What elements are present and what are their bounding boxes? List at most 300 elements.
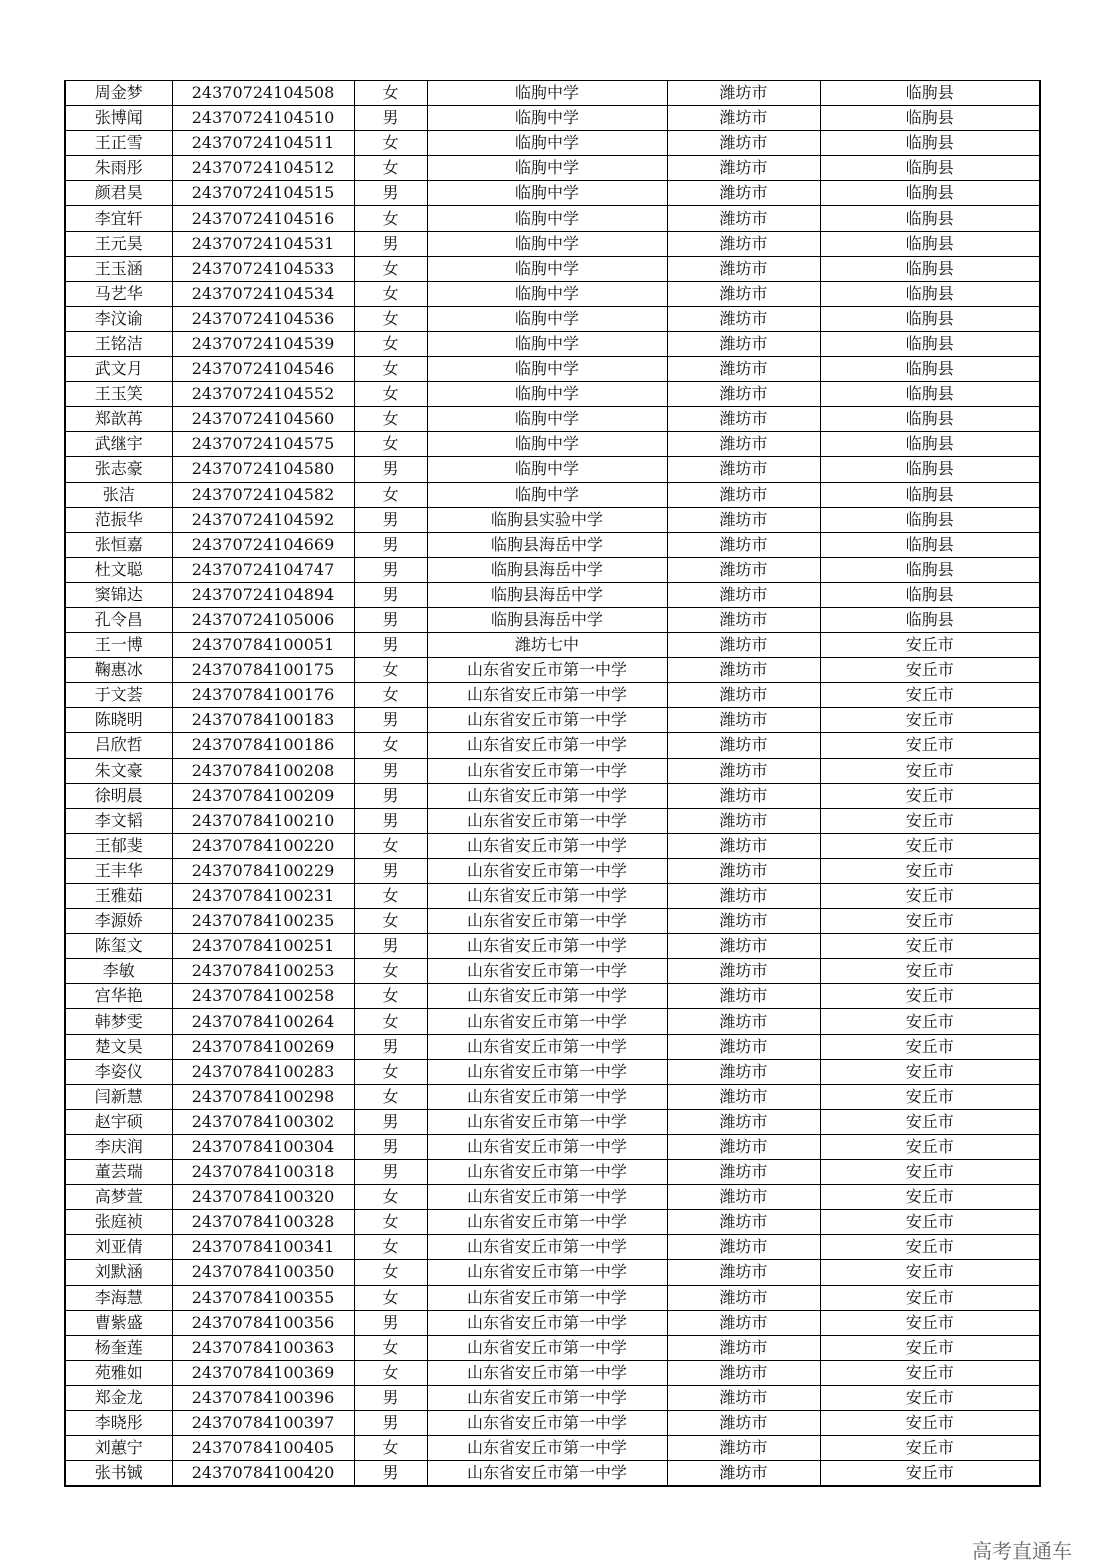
table-row [65,181,1040,206]
county-cell: 安丘市 [820,1461,1040,1487]
table-row [65,934,1040,959]
gender-cell: 女 [354,658,427,683]
gender-cell: 女 [354,1436,427,1461]
name-cell: 张恒嘉 [65,532,172,557]
exam-id-cell: 24370784100253 [172,959,354,984]
school-cell: 山东省安丘市第一中学 [427,1360,667,1385]
table-row [65,407,1040,432]
name-cell: 朱文豪 [65,758,172,783]
gender-cell: 女 [354,357,427,382]
exam-id-cell: 24370784100355 [172,1285,354,1310]
school-cell: 山东省安丘市第一中学 [427,1385,667,1410]
county-cell: 临朐县 [820,281,1040,306]
table-row [65,382,1040,407]
name-cell: 吕欣哲 [65,733,172,758]
school-cell: 山东省安丘市第一中学 [427,1285,667,1310]
table-row [65,156,1040,181]
name-cell: 李敏 [65,959,172,984]
exam-id-cell: 24370784100356 [172,1310,354,1335]
name-cell: 闫新慧 [65,1084,172,1109]
county-cell: 安丘市 [820,658,1040,683]
table-row [65,1160,1040,1185]
city-cell: 潍坊市 [667,281,820,306]
exam-id-cell: 24370784100231 [172,884,354,909]
city-cell: 潍坊市 [667,1436,820,1461]
exam-id-cell: 24370724104669 [172,532,354,557]
name-cell: 陈玺文 [65,934,172,959]
city-cell: 潍坊市 [667,959,820,984]
exam-id-cell: 24370724104531 [172,231,354,256]
school-cell: 山东省安丘市第一中学 [427,1410,667,1435]
county-cell: 临朐县 [820,206,1040,231]
county-cell: 临朐县 [820,507,1040,532]
county-cell: 安丘市 [820,1385,1040,1410]
city-cell: 潍坊市 [667,1410,820,1435]
name-cell: 李庆润 [65,1134,172,1159]
name-cell: 李海慧 [65,1285,172,1310]
county-cell: 临朐县 [820,331,1040,356]
exam-id-cell: 24370784100363 [172,1335,354,1360]
table-row [65,1335,1040,1360]
city-cell: 潍坊市 [667,1260,820,1285]
county-cell: 安丘市 [820,1109,1040,1134]
school-cell: 山东省安丘市第一中学 [427,1335,667,1360]
county-cell: 安丘市 [820,1360,1040,1385]
exam-id-cell: 24370784100264 [172,1009,354,1034]
gender-cell: 女 [354,733,427,758]
exam-id-cell: 24370724104515 [172,181,354,206]
city-cell: 潍坊市 [667,1034,820,1059]
name-cell: 王正雪 [65,131,172,156]
gender-cell: 女 [354,1059,427,1084]
name-cell: 王丰华 [65,858,172,883]
exam-id-cell: 24370784100209 [172,783,354,808]
exam-id-cell: 24370724104575 [172,432,354,457]
gender-cell: 男 [354,1160,427,1185]
exam-id-cell: 24370784100176 [172,683,354,708]
city-cell: 潍坊市 [667,206,820,231]
exam-id-cell: 24370724104546 [172,357,354,382]
gender-cell: 男 [354,181,427,206]
name-cell: 王玉涵 [65,256,172,281]
table-row [65,1385,1040,1410]
county-cell: 临朐县 [820,407,1040,432]
city-cell: 潍坊市 [667,607,820,632]
name-cell: 张洁 [65,482,172,507]
table-row [65,507,1040,532]
table-row [65,1461,1040,1487]
exam-id-cell: 24370784100220 [172,833,354,858]
county-cell: 安丘市 [820,708,1040,733]
county-cell: 临朐县 [820,131,1040,156]
gender-cell: 女 [354,1260,427,1285]
name-cell: 张书铖 [65,1461,172,1487]
county-cell: 安丘市 [820,1285,1040,1310]
name-cell: 董芸瑞 [65,1160,172,1185]
gender-cell: 男 [354,633,427,658]
gender-cell: 女 [354,1009,427,1034]
city-cell: 潍坊市 [667,1285,820,1310]
city-cell: 潍坊市 [667,1059,820,1084]
name-cell: 宫华艳 [65,984,172,1009]
school-cell: 山东省安丘市第一中学 [427,959,667,984]
school-cell: 山东省安丘市第一中学 [427,1260,667,1285]
exam-id-cell: 24370784100283 [172,1059,354,1084]
city-cell: 潍坊市 [667,1461,820,1487]
city-cell: 潍坊市 [667,357,820,382]
school-cell: 临朐县海岳中学 [427,532,667,557]
name-cell: 张博闻 [65,106,172,131]
exam-id-cell: 24370724104747 [172,557,354,582]
city-cell: 潍坊市 [667,658,820,683]
table-row [65,1034,1040,1059]
gender-cell: 女 [354,306,427,331]
school-cell: 山东省安丘市第一中学 [427,1160,667,1185]
name-cell: 刘默涵 [65,1260,172,1285]
exam-id-cell: 24370784100210 [172,808,354,833]
name-cell: 李宜轩 [65,206,172,231]
school-cell: 临朐中学 [427,231,667,256]
city-cell: 潍坊市 [667,557,820,582]
school-cell: 山东省安丘市第一中学 [427,808,667,833]
county-cell: 安丘市 [820,1009,1040,1034]
exam-id-cell: 24370784100396 [172,1385,354,1410]
name-cell: 周金梦 [65,81,172,106]
gender-cell: 女 [354,1235,427,1260]
gender-cell: 女 [354,281,427,306]
table-row [65,1210,1040,1235]
table-row [65,658,1040,683]
table-row [65,984,1040,1009]
name-cell: 王铭洁 [65,331,172,356]
city-cell: 潍坊市 [667,783,820,808]
exam-id-cell: 24370784100235 [172,909,354,934]
school-cell: 临朐中学 [427,306,667,331]
table-row [65,457,1040,482]
city-cell: 潍坊市 [667,1160,820,1185]
city-cell: 潍坊市 [667,432,820,457]
county-cell: 临朐县 [820,557,1040,582]
city-cell: 潍坊市 [667,306,820,331]
gender-cell: 男 [354,507,427,532]
table-row [65,833,1040,858]
table-row [65,959,1040,984]
county-cell: 安丘市 [820,934,1040,959]
table-row [65,306,1040,331]
county-cell: 安丘市 [820,959,1040,984]
county-cell: 临朐县 [820,156,1040,181]
gender-cell: 女 [354,833,427,858]
gender-cell: 男 [354,582,427,607]
exam-id-cell: 24370784100051 [172,633,354,658]
name-cell: 杜文聪 [65,557,172,582]
county-cell: 临朐县 [820,181,1040,206]
school-cell: 临朐县海岳中学 [427,582,667,607]
school-cell: 临朐中学 [427,206,667,231]
county-cell: 临朐县 [820,382,1040,407]
name-cell: 王元昊 [65,231,172,256]
school-cell: 潍坊七中 [427,633,667,658]
school-cell: 山东省安丘市第一中学 [427,1134,667,1159]
school-cell: 临朐中学 [427,382,667,407]
gender-cell: 女 [354,432,427,457]
table-row [65,131,1040,156]
name-cell: 郑歆苒 [65,407,172,432]
city-cell: 潍坊市 [667,106,820,131]
school-cell: 临朐中学 [427,457,667,482]
school-cell: 临朐中学 [427,106,667,131]
gender-cell: 女 [354,131,427,156]
name-cell: 张庭祯 [65,1210,172,1235]
school-cell: 临朐中学 [427,281,667,306]
name-cell: 李姿仪 [65,1059,172,1084]
city-cell: 潍坊市 [667,858,820,883]
table-row [65,1009,1040,1034]
city-cell: 潍坊市 [667,1009,820,1034]
name-cell: 高梦萱 [65,1185,172,1210]
table-row [65,783,1040,808]
table-row [65,256,1040,281]
exam-id-cell: 24370784100397 [172,1410,354,1435]
city-cell: 潍坊市 [667,1109,820,1134]
table-row [65,1185,1040,1210]
table-row [65,733,1040,758]
school-cell: 山东省安丘市第一中学 [427,1310,667,1335]
school-cell: 山东省安丘市第一中学 [427,758,667,783]
city-cell: 潍坊市 [667,708,820,733]
name-cell: 武文月 [65,357,172,382]
county-cell: 临朐县 [820,231,1040,256]
name-cell: 刘蕙宁 [65,1436,172,1461]
exam-id-cell: 24370784100186 [172,733,354,758]
table-row [65,607,1040,632]
gender-cell: 女 [354,884,427,909]
name-cell: 杨奎莲 [65,1335,172,1360]
exam-id-cell: 24370784100269 [172,1034,354,1059]
table-row [65,81,1040,106]
gender-cell: 女 [354,407,427,432]
table-row [65,1436,1040,1461]
school-cell: 临朐中学 [427,131,667,156]
name-cell: 刘亚倩 [65,1235,172,1260]
gender-cell: 女 [354,156,427,181]
county-cell: 安丘市 [820,1235,1040,1260]
exam-id-cell: 24370724104552 [172,382,354,407]
table-row [65,1109,1040,1134]
table-row [65,432,1040,457]
school-cell: 山东省安丘市第一中学 [427,1235,667,1260]
gender-cell: 男 [354,708,427,733]
table-row [65,281,1040,306]
school-cell: 山东省安丘市第一中学 [427,683,667,708]
exam-id-cell: 24370724104580 [172,457,354,482]
city-cell: 潍坊市 [667,1185,820,1210]
table-row [65,708,1040,733]
gender-cell: 女 [354,206,427,231]
name-cell: 郑金龙 [65,1385,172,1410]
student-list-table [64,80,1041,1487]
gender-cell: 男 [354,532,427,557]
city-cell: 潍坊市 [667,231,820,256]
county-cell: 安丘市 [820,1310,1040,1335]
city-cell: 潍坊市 [667,81,820,106]
exam-id-cell: 24370784100328 [172,1210,354,1235]
city-cell: 潍坊市 [667,934,820,959]
table-row [65,1260,1040,1285]
city-cell: 潍坊市 [667,833,820,858]
county-cell: 安丘市 [820,884,1040,909]
school-cell: 临朐中学 [427,331,667,356]
county-cell: 安丘市 [820,683,1040,708]
exam-id-cell: 24370724104508 [172,81,354,106]
city-cell: 潍坊市 [667,482,820,507]
gender-cell: 男 [354,457,427,482]
school-cell: 山东省安丘市第一中学 [427,1084,667,1109]
gender-cell: 男 [354,1134,427,1159]
exam-id-cell: 24370724104582 [172,482,354,507]
table-row [65,1285,1040,1310]
name-cell: 曹紫盛 [65,1310,172,1335]
city-cell: 潍坊市 [667,1360,820,1385]
gender-cell: 女 [354,81,427,106]
name-cell: 王雅茹 [65,884,172,909]
school-cell: 山东省安丘市第一中学 [427,934,667,959]
exam-id-cell: 24370724104533 [172,256,354,281]
exam-id-cell: 24370784100229 [172,858,354,883]
county-cell: 安丘市 [820,1059,1040,1084]
gender-cell: 女 [354,1185,427,1210]
exam-id-cell: 24370784100341 [172,1235,354,1260]
city-cell: 潍坊市 [667,532,820,557]
name-cell: 楚文昊 [65,1034,172,1059]
county-cell: 安丘市 [820,758,1040,783]
exam-id-cell: 24370724105006 [172,607,354,632]
exam-id-cell: 24370784100183 [172,708,354,733]
table-row [65,858,1040,883]
name-cell: 王玉笑 [65,382,172,407]
city-cell: 潍坊市 [667,181,820,206]
school-cell: 山东省安丘市第一中学 [427,708,667,733]
table-row [65,557,1040,582]
table-row [65,106,1040,131]
school-cell: 临朐中学 [427,256,667,281]
name-cell: 李源娇 [65,909,172,934]
gender-cell: 女 [354,1084,427,1109]
exam-id-cell: 24370784100420 [172,1461,354,1487]
table-row [65,909,1040,934]
name-cell: 孔令昌 [65,607,172,632]
gender-cell: 女 [354,1210,427,1235]
city-cell: 潍坊市 [667,1084,820,1109]
gender-cell: 男 [354,934,427,959]
school-cell: 山东省安丘市第一中学 [427,1059,667,1084]
gender-cell: 男 [354,106,427,131]
city-cell: 潍坊市 [667,131,820,156]
county-cell: 安丘市 [820,1436,1040,1461]
gender-cell: 女 [354,984,427,1009]
gender-cell: 女 [354,482,427,507]
watermark-text: 高考直通车 [972,1539,1072,1563]
school-cell: 山东省安丘市第一中学 [427,909,667,934]
county-cell: 临朐县 [820,256,1040,281]
school-cell: 山东省安丘市第一中学 [427,884,667,909]
county-cell: 临朐县 [820,432,1040,457]
exam-id-cell: 24370784100350 [172,1260,354,1285]
name-cell: 李文韬 [65,808,172,833]
exam-id-cell: 24370784100175 [172,658,354,683]
exam-id-cell: 24370724104894 [172,582,354,607]
name-cell: 徐明晨 [65,783,172,808]
city-cell: 潍坊市 [667,1134,820,1159]
school-cell: 山东省安丘市第一中学 [427,658,667,683]
table-row [65,331,1040,356]
school-cell: 山东省安丘市第一中学 [427,1109,667,1134]
city-cell: 潍坊市 [667,156,820,181]
county-cell: 安丘市 [820,909,1040,934]
exam-id-cell: 24370724104539 [172,331,354,356]
gender-cell: 女 [354,1335,427,1360]
county-cell: 临朐县 [820,306,1040,331]
gender-cell: 女 [354,256,427,281]
city-cell: 潍坊市 [667,984,820,1009]
exam-id-cell: 24370724104511 [172,131,354,156]
table-row [65,206,1040,231]
county-cell: 安丘市 [820,858,1040,883]
school-cell: 临朐中学 [427,432,667,457]
exam-id-cell: 24370724104592 [172,507,354,532]
name-cell: 苑雅如 [65,1360,172,1385]
gender-cell: 女 [354,959,427,984]
county-cell: 安丘市 [820,808,1040,833]
name-cell: 陈晓明 [65,708,172,733]
school-cell: 山东省安丘市第一中学 [427,1210,667,1235]
city-cell: 潍坊市 [667,1335,820,1360]
school-cell: 临朐县海岳中学 [427,607,667,632]
city-cell: 潍坊市 [667,582,820,607]
county-cell: 安丘市 [820,733,1040,758]
county-cell: 安丘市 [820,1034,1040,1059]
exam-id-cell: 24370784100369 [172,1360,354,1385]
city-cell: 潍坊市 [667,256,820,281]
city-cell: 潍坊市 [667,909,820,934]
gender-cell: 女 [354,683,427,708]
county-cell: 临朐县 [820,582,1040,607]
name-cell: 朱雨彤 [65,156,172,181]
county-cell: 安丘市 [820,1410,1040,1435]
school-cell: 临朐中学 [427,407,667,432]
county-cell: 安丘市 [820,1260,1040,1285]
name-cell: 武继宇 [65,432,172,457]
exam-id-cell: 24370784100304 [172,1134,354,1159]
school-cell: 山东省安丘市第一中学 [427,858,667,883]
city-cell: 潍坊市 [667,808,820,833]
county-cell: 安丘市 [820,833,1040,858]
county-cell: 临朐县 [820,106,1040,131]
gender-cell: 女 [354,1360,427,1385]
gender-cell: 男 [354,1310,427,1335]
county-cell: 安丘市 [820,633,1040,658]
gender-cell: 男 [354,758,427,783]
table-row [65,1310,1040,1335]
county-cell: 安丘市 [820,1210,1040,1235]
exam-id-cell: 24370724104536 [172,306,354,331]
gender-cell: 男 [354,607,427,632]
exam-id-cell: 24370784100302 [172,1109,354,1134]
exam-id-cell: 24370784100298 [172,1084,354,1109]
table-row [65,1059,1040,1084]
table-row [65,1235,1040,1260]
table-row [65,482,1040,507]
